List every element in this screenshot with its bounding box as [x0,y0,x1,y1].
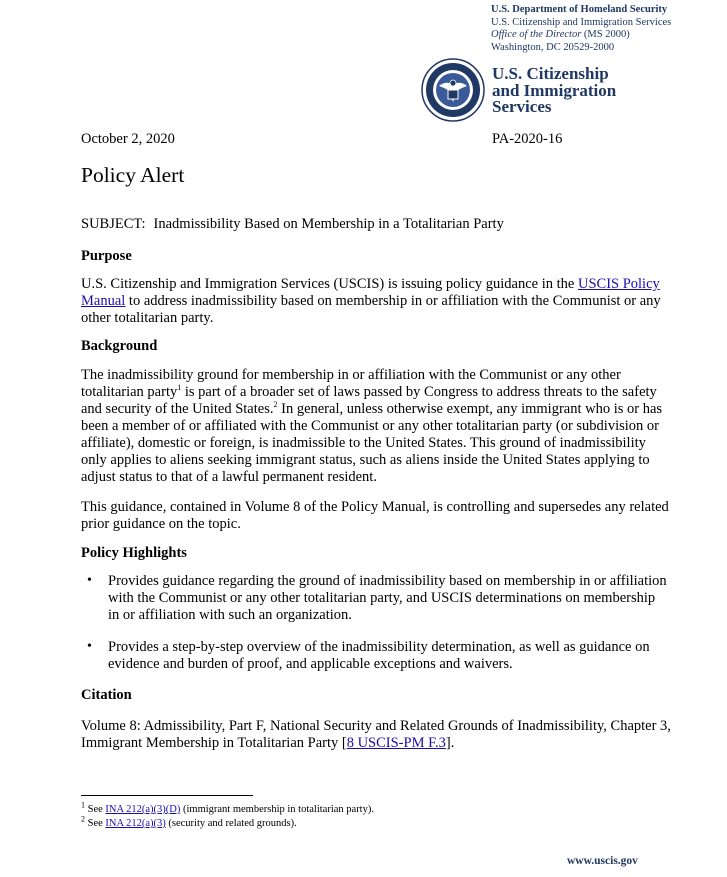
footnote-2-number: 2 [81,814,85,824]
policy-manual-link[interactable]: USCIS Policy Manual [81,276,660,309]
footnote-ref-1[interactable]: 1 [177,383,182,393]
footnote-1-suffix: (immigrant membership in totalitarian party). [180,804,374,815]
purpose-text-b: to address inadmissibility based on membership in or affiliation with the Communist or any other totalitarian party. [81,293,661,326]
bullet-icon: • [87,639,92,654]
background-text-c: In general, unless otherwise exempt, any immigrant who is or has been a member of or affiliated with the Communist or any other totalitarian party (or subdivision or affiliate), domestic or foreign, is inadmissible to the United States. This ground of inadmissibility only applies to aliens seeking immigrant status, such as aliens inside the United States applying to adjust status to that of a lawful permanent resident. [81,401,663,485]
office-line [491,29,723,42]
footnote-2-prefix: See [85,818,106,829]
logo-line-1: U.S. Citizenship [492,64,609,83]
citation-link[interactable]: 8 USCIS-PM F.3 [346,735,446,751]
highlight-item-1: Provides guidance regarding the ground of inadmissibility based on membership in or affiliation with the Communist or any other totalitarian party, and USCIS determinations on membership in or affiliation with such an organization. [108,573,667,623]
document-number: PA-2020-16 [492,131,563,147]
footnote-1-link[interactable]: INA 212(a)(3)(D) [105,804,181,815]
citation-text-a: Volume 8: Admissibility, Part F, National Security and Related Grounds of Inadmissibility, Chapter 3, Immigrant Membership in Totalitarian Party [ [81,718,671,751]
address-line: Washington, DC 20529-2000 [491,41,615,53]
footnote-ref-2[interactable]: 2 [273,400,278,410]
footnote-2 [81,814,297,830]
document-date: October 2, 2020 [81,131,175,147]
subject-line [81,216,504,233]
highlights-heading: Policy Highlights [81,545,187,561]
footnote-divider [81,795,253,796]
background-paragraph-1 [81,367,671,486]
footnote-2-suffix: (security and related grounds). [165,818,297,829]
bullet-icon: • [87,573,92,588]
subject-text: Inadmissibility Based on Membership in a Totalitarian Party [153,216,504,232]
letterhead-address [491,4,723,54]
highlight-item-2: Provides a step-by-step overview of the inadmissibility determination, as well as guidance on evidence and burden of proof, and applicable exceptions and waivers. [108,639,650,672]
office-name: Office of the Director [491,29,582,41]
citation-text-b: ]. [445,735,455,751]
background-text-b: is part of a broader set of laws passed by Congress to address threats to the safety and security of the United States. [81,384,657,417]
citation-heading: Citation [81,687,132,703]
subject-label: SUBJECT: [81,216,146,232]
footer-website: www.uscis.gov [567,855,638,867]
page-title: Policy Alert [81,163,185,187]
office-code: (MS 2000) [581,29,630,41]
footnote-2-link[interactable]: INA 212(a)(3) [105,818,166,829]
purpose-paragraph [81,276,671,327]
dhs-seal-icon [421,58,485,122]
purpose-heading: Purpose [81,248,132,264]
footnote-1-number: 1 [81,800,85,810]
background-text-a: The inadmissibility ground for membership in or affiliation with the Communist or any other totalitarian party [81,367,621,400]
background-heading: Background [81,338,158,354]
footnote-1 [81,800,374,816]
logo-line-3: Services [492,97,552,116]
background-paragraph-2: This guidance, contained in Volume 8 of the Policy Manual, is controlling and supersedes any related prior guidance on the topic. [81,499,669,532]
purpose-text-a: U.S. Citizenship and Immigration Services (USCIS) is issuing policy guidance in the [81,276,578,292]
department-name: U.S. Department of Homeland Security [491,4,668,15]
logo-line-2: and Immigration [492,80,617,100]
citation-paragraph [81,718,671,752]
footnote-1-prefix: See [85,804,106,815]
agency-logo-text [492,66,616,116]
agency-line: U.S. Citizenship and Immigration Services [491,16,672,28]
